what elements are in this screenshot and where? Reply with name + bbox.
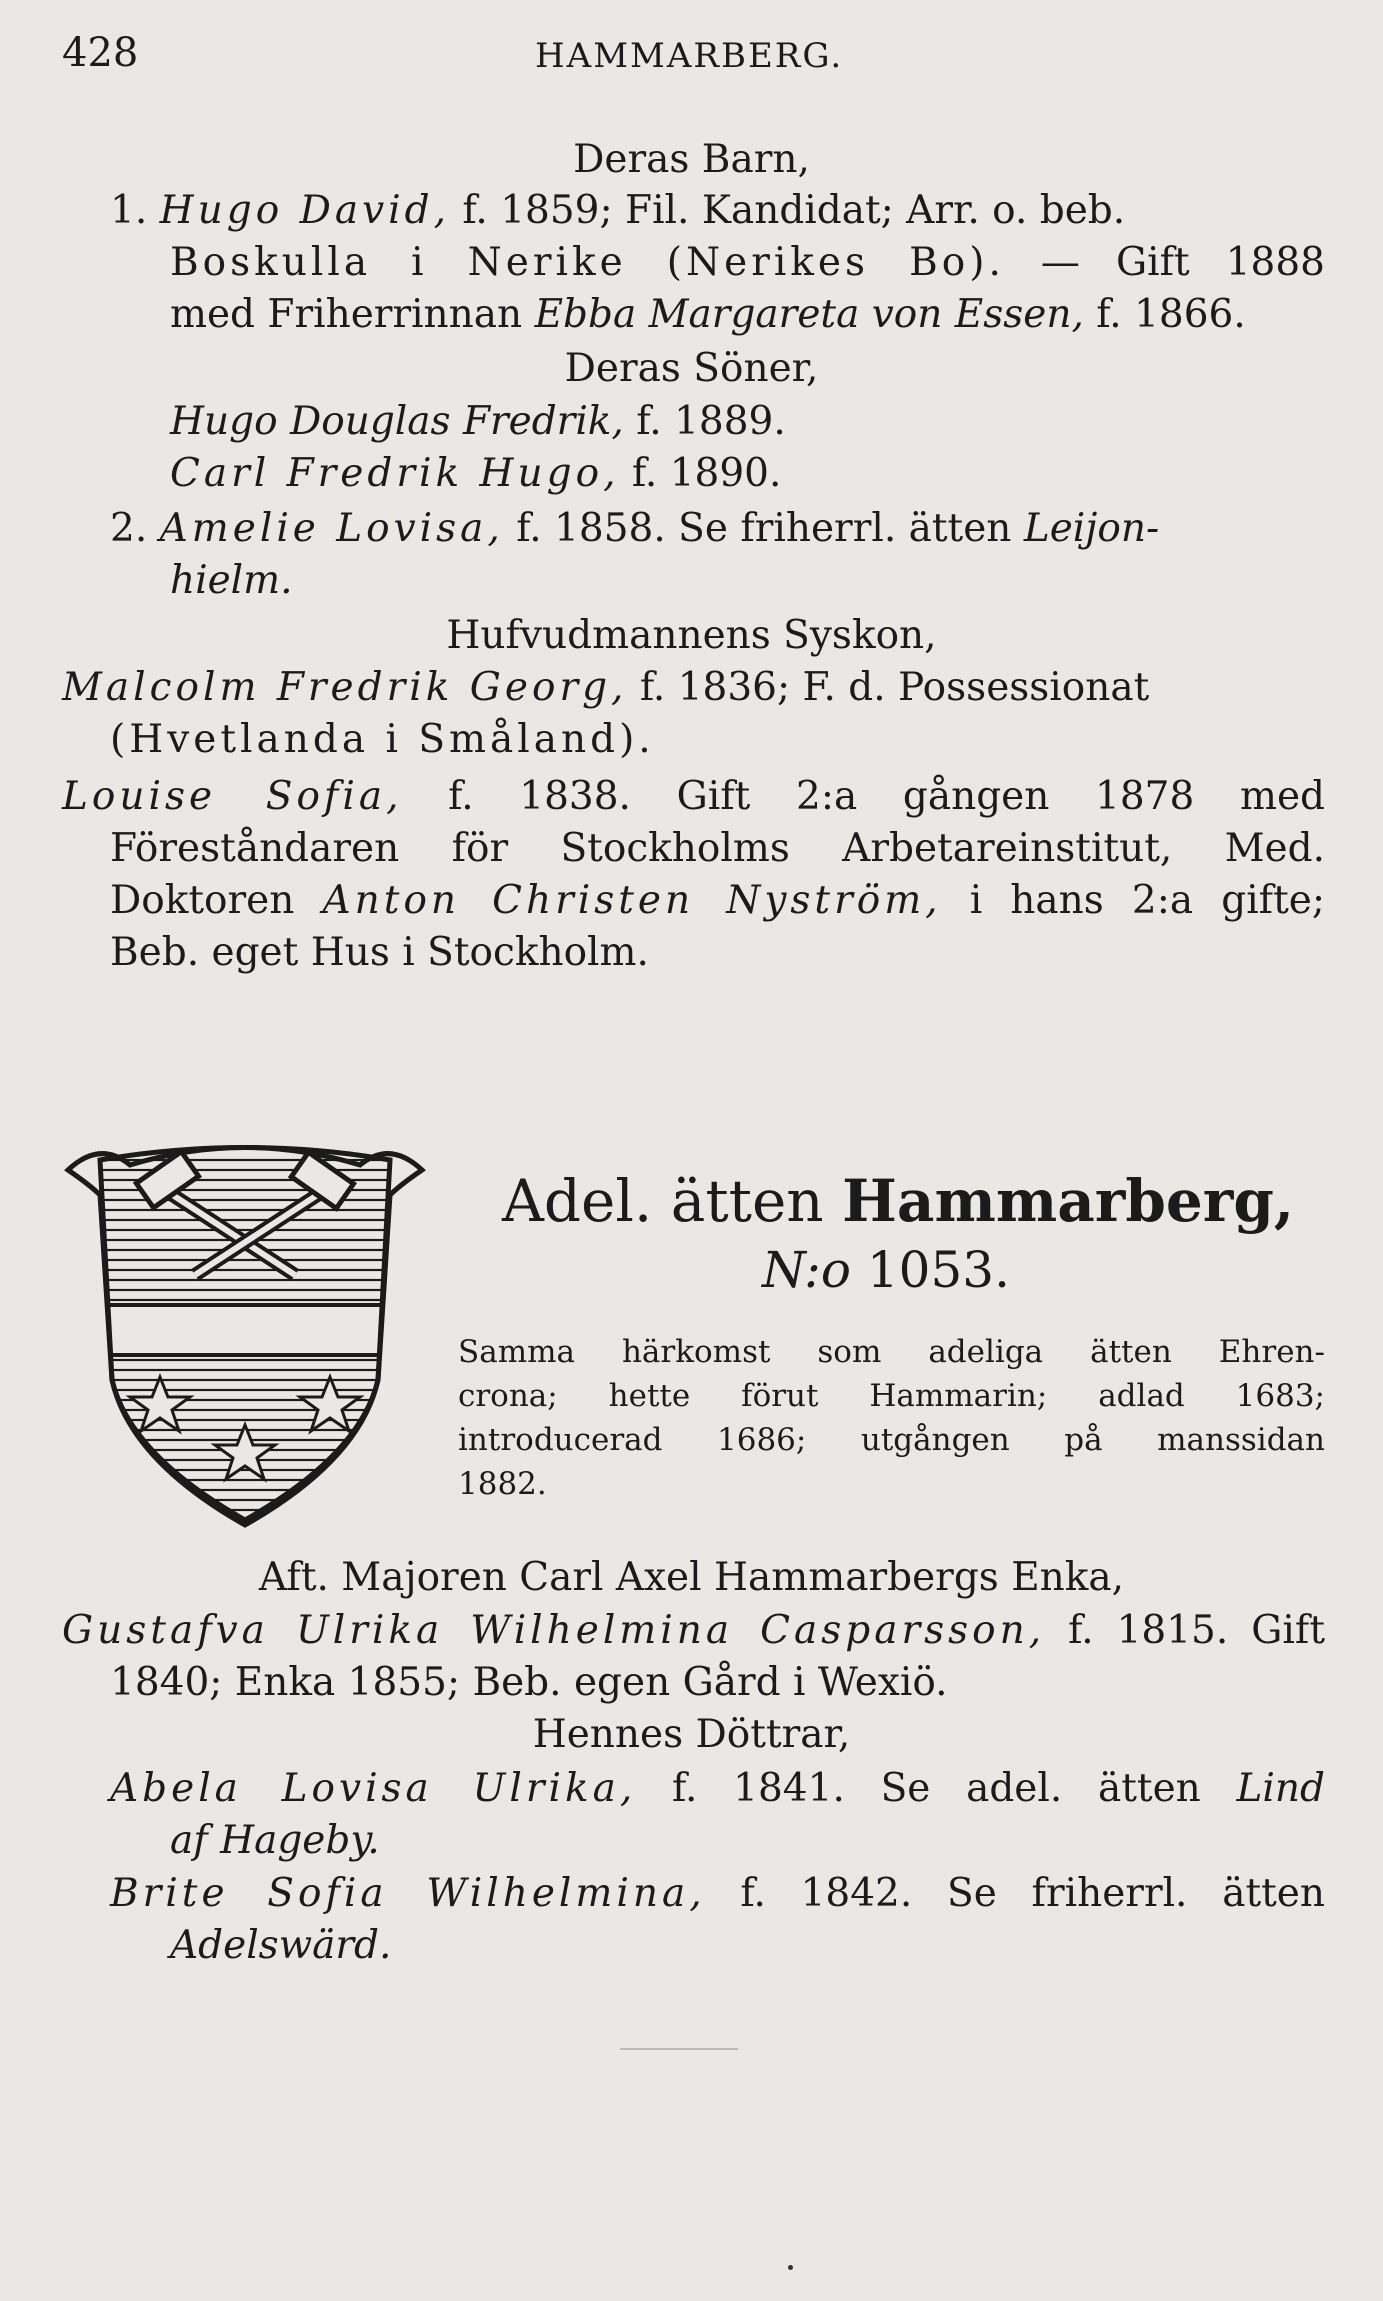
heading-dottrar: Hennes Döttrar, [532,1712,851,1757]
child-1-line-2: Boskulla i Nerike (Nerikes Bo). — Gift 1888 [170,240,1325,285]
daughter-2-line-2: Adelswärd. [170,1923,392,1968]
family-desc-3: introducerad 1686; utgången på manssidan [458,1422,1325,1458]
widow-line-1: Gustafva Ulrika Wilhelmina Casparsson, f. 1815. Gift [62,1608,1325,1653]
sibling-2-line-1: Louise Sofia, f. 1838. Gift 2:a gången 1878 med [62,774,1325,819]
family-name: Hammarberg, [842,1167,1295,1235]
heading-deras-soner: Deras Söner, [564,346,819,391]
sibling-2-line-2: Föreståndaren för Stockholms Arbetareinstitut, Med. [110,826,1325,871]
child-1-line-3: med Friherrinnan Ebba Margareta von Essen, f. 1866. [170,292,1246,337]
heading-deras-barn: Deras Barn, [573,137,810,182]
daughter-1-line-1: Abela Lovisa Ulrika, f. 1841. Se adel. ätten Lind [110,1766,1325,1811]
child-1-number: 1. [110,188,148,233]
child-1-name: Hugo David, [159,188,450,233]
widow-line-2: 1840; Enka 1855; Beb. egen Gård i Wexiö. [110,1660,948,1705]
coat-of-arms-icon [60,1125,430,1535]
family-number: N:o 1053. [762,1241,1010,1299]
son-1: Hugo Douglas Fredrik, f. 1889. [170,399,786,444]
running-title: HAMMARBERG. [535,36,844,76]
print-speck [788,2265,793,2270]
sibling-2-line-3: Doktoren Anton Christen Nyström, i hans 2:a gifte; [110,878,1326,923]
family-desc-1: Samma härkomst som adeliga ätten Ehren- [458,1334,1325,1370]
daughter-1-line-2: af Hageby. [170,1818,380,1863]
child-1-details: f. 1859; Fil. Kandidat; Arr. o. beb. [462,188,1126,233]
sibling-2-line-4: Beb. eget Hus i Stockholm. [110,930,649,975]
child-1-line-1 [110,185,1325,237]
sibling-1-line-2: (Hvetlanda i Småland). [110,717,655,762]
widow-heading: Aft. Majoren Carl Axel Hammarbergs Enka, [258,1555,1125,1600]
section-divider [620,2048,738,2050]
sibling-1-line-1: Malcolm Fredrik Georg, f. 1836; F. d. Possessionat [62,665,1150,710]
spouse-name: Ebba Margareta von Essen, [534,292,1084,337]
family-title: Adel. ätten Hammarberg, [502,1167,1295,1235]
daughter-2-line-1: Brite Sofia Wilhelmina, f. 1842. Se friherrl. ätten [110,1871,1326,1916]
family-desc-4: 1882. [458,1466,547,1502]
child-2-line-1: 2. Amelie Lovisa, f. 1858. Se friherrl. ätten Leijon- [110,506,1160,551]
heading-syskon: Hufvudmannens Syskon, [446,613,937,658]
child-2-line-2: hielm. [170,558,293,603]
page-number: 428 [62,30,139,76]
son-2: Carl Fredrik Hugo, f. 1890. [170,451,782,496]
family-desc-2: crona; hette förut Hammarin; adlad 1683; [458,1378,1325,1414]
